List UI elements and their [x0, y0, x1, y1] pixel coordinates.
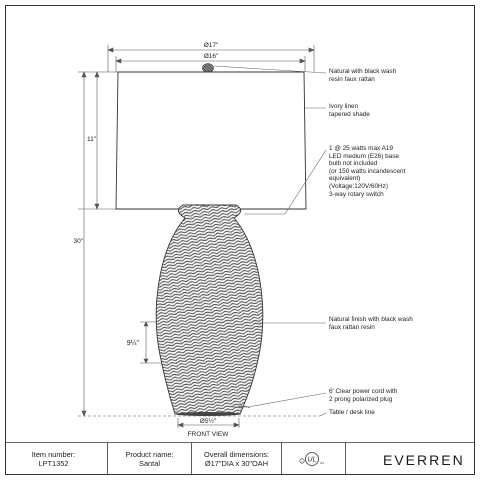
- note-body: Natural finish with black wash faux rattan resin: [329, 316, 413, 331]
- product-name-label: Product name:: [125, 450, 174, 459]
- item-number-value: LPT1352: [38, 459, 69, 468]
- svg-text:c: c: [301, 460, 303, 464]
- svg-text:US: US: [319, 461, 325, 465]
- ul-certification-mark: [297, 451, 327, 467]
- shade-height-label: 11": [86, 136, 96, 143]
- product-name-cell: [108, 450, 191, 480]
- shade-width-label: Ø16": [203, 53, 219, 60]
- overall-height-label: 30": [73, 238, 83, 245]
- lamp-base: [175, 412, 241, 416]
- ul-mark-text: UL: [307, 456, 317, 464]
- item-number-label: Item number:: [31, 450, 76, 459]
- brand-logo: EVERREN: [383, 452, 465, 468]
- lamp-body: [156, 205, 262, 414]
- base-height-label: 9¼": [126, 340, 139, 347]
- finial: [203, 64, 214, 73]
- overall-dimensions-value: Ø17"DIA x 30"OAH: [204, 459, 269, 468]
- note-finial: Natural with black wash resin faux rattan: [329, 68, 397, 83]
- item-number-cell: [0, 450, 107, 480]
- view-label: FRONT VIEW: [187, 431, 229, 438]
- note-bulb: 1 @ 25 watts max A19 LED medium (E26) base bulb not included (or 150 watts incandescent equivalent) (Voltage:120V/60Hz) 3-way rotary switch: [329, 145, 406, 198]
- product-name-value: Santal: [139, 459, 160, 468]
- lampshade: [116, 72, 306, 209]
- note-table: Table / desk line: [329, 409, 375, 416]
- base-diameter-label: Ø5½": [199, 418, 217, 425]
- overall-dimensions-cell: [192, 450, 281, 480]
- overall-dimensions-label: Overall dimensions:: [204, 450, 269, 459]
- overall-width-label: Ø17": [203, 42, 219, 49]
- note-cord: 6' Clear power cord with 2 prong polarized plug: [329, 388, 398, 403]
- note-shade: Ivory linen tapered shade: [329, 103, 370, 118]
